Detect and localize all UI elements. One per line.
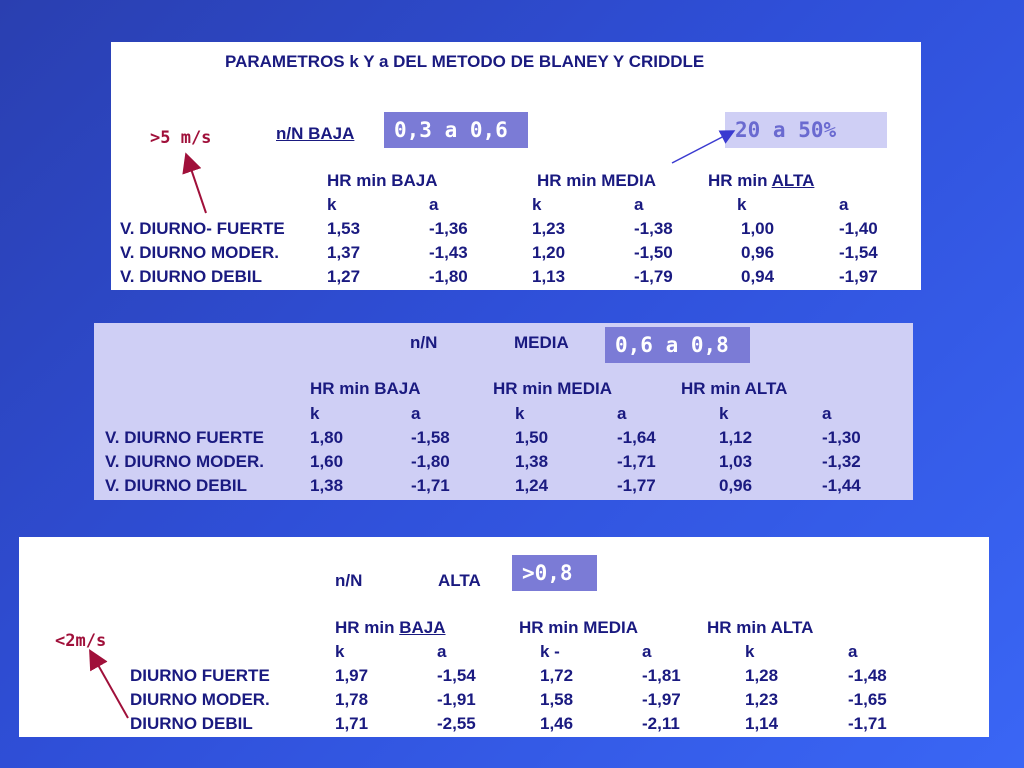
cell: 1,24 [515,476,549,495]
row-label: V. DIURNO MODER. [105,452,265,471]
wind-note-low: <2m/s [55,631,107,651]
cell: 1,53 [327,219,361,238]
cell: -1,48 [848,666,887,685]
cell: -1,77 [617,476,656,495]
cell: -1,79 [634,267,673,286]
header-hr-baja: HR min BAJA [335,618,446,637]
cell: -1,64 [617,428,656,447]
cell: -1,91 [437,690,476,709]
col-a: a [848,642,858,661]
row-label: V. DIURNO- FUERTE [120,219,285,238]
cell: 1,78 [335,690,369,709]
cell: 1,12 [719,428,753,447]
col-a: a [839,195,849,214]
col-k: k [327,195,337,214]
row-label: V. DIURNO DEBIL [120,267,263,286]
cell: 1,23 [745,690,779,709]
cell: 0,94 [741,267,775,286]
col-a: a [437,642,447,661]
nN-baja-label: n/N BAJA [276,124,355,143]
cell: 1,71 [335,714,369,733]
percent-badge: 20 a 50% [725,112,887,148]
cell: 1,13 [532,267,566,286]
cell: -1,97 [839,267,878,286]
nN-alta-label: n/N [335,571,363,590]
cell: 1,97 [335,666,369,685]
col-a: a [822,404,832,423]
cell: 1,23 [532,219,566,238]
col-k: k [335,642,345,661]
range-badge-baja: 0,3 a 0,6 [384,112,528,148]
cell: 1,50 [515,428,549,447]
cell: 0,96 [719,476,753,495]
header-hr-baja: HR min BAJA [310,379,421,398]
header-hr-alta: HR min ALTA [708,171,815,190]
cell: -2,55 [437,714,476,733]
cell: -1,32 [822,452,861,471]
range-badge-media: 0,6 a 0,8 [605,327,750,363]
cell: -1,44 [822,476,861,495]
cell: -1,54 [839,243,878,262]
col-a: a [634,195,644,214]
row-label: V. DIURNO DEBIL [105,476,248,495]
col-k: k [532,195,542,214]
col-k: k [719,404,729,423]
cell: 1,46 [540,714,574,733]
cell: 1,14 [745,714,779,733]
col-k: k [310,404,320,423]
cell: 1,38 [310,476,344,495]
cell: 1,60 [310,452,344,471]
cell: -1,71 [617,452,656,471]
cell: -1,54 [437,666,476,685]
cell: 1,58 [540,690,574,709]
cell: 1,20 [532,243,566,262]
row-label: DIURNO MODER. [130,690,270,709]
cell: -1,80 [411,452,450,471]
col-a: a [617,404,627,423]
cell: 1,27 [327,267,361,286]
cell: -1,36 [429,219,468,238]
cell: -1,65 [848,690,887,709]
header-hr-alta: HR min ALTA [681,379,788,398]
cell: 1,28 [745,666,779,685]
header-hr-media: HR min MEDIA [537,171,656,190]
cell: -1,38 [634,219,673,238]
col-k: k [515,404,525,423]
cell: -1,50 [634,243,673,262]
col-a: a [642,642,652,661]
header-hr-baja: HR min BAJA [327,171,438,190]
table-panel-media [94,323,913,500]
header-hr-media: HR min MEDIA [493,379,612,398]
cell: -1,80 [429,267,468,286]
cell: 1,72 [540,666,574,685]
cell: -2,11 [642,714,680,733]
col-k: k - [540,642,560,661]
cell: -1,40 [839,219,878,238]
nN-media-label: n/N [410,333,438,352]
cell: -1,30 [822,428,861,447]
cell: -1,43 [429,243,468,262]
range-badge-alta: >0,8 [512,555,597,591]
row-label: V. DIURNO FUERTE [105,428,265,447]
header-hr-alta: HR min ALTA [707,618,814,637]
cell: -1,71 [848,714,887,733]
slide-title: PARAMETROS k Y a DEL METODO DE BLANEY Y CRIDDLE [225,52,705,71]
cell: 1,37 [327,243,361,262]
cell: -1,97 [642,690,681,709]
cell: 1,00 [741,219,775,238]
row-label: V. DIURNO MODER. [120,243,280,262]
col-k: k [745,642,755,661]
cell: -1,58 [411,428,450,447]
cell: 1,03 [719,452,753,471]
cell: -1,71 [411,476,450,495]
cell: 0,96 [741,243,775,262]
wind-note-high: >5 m/s [150,128,212,148]
cell: -1,81 [642,666,681,685]
header-hr-media: HR min MEDIA [519,618,638,637]
col-k: k [737,195,747,214]
col-a: a [429,195,439,214]
cell: 1,80 [310,428,344,447]
col-a: a [411,404,421,423]
row-label: DIURNO DEBIL [130,714,253,733]
row-label: DIURNO FUERTE [130,666,270,685]
level-alta: ALTA [438,571,481,590]
cell: 1,38 [515,452,549,471]
level-media: MEDIA [514,333,569,352]
